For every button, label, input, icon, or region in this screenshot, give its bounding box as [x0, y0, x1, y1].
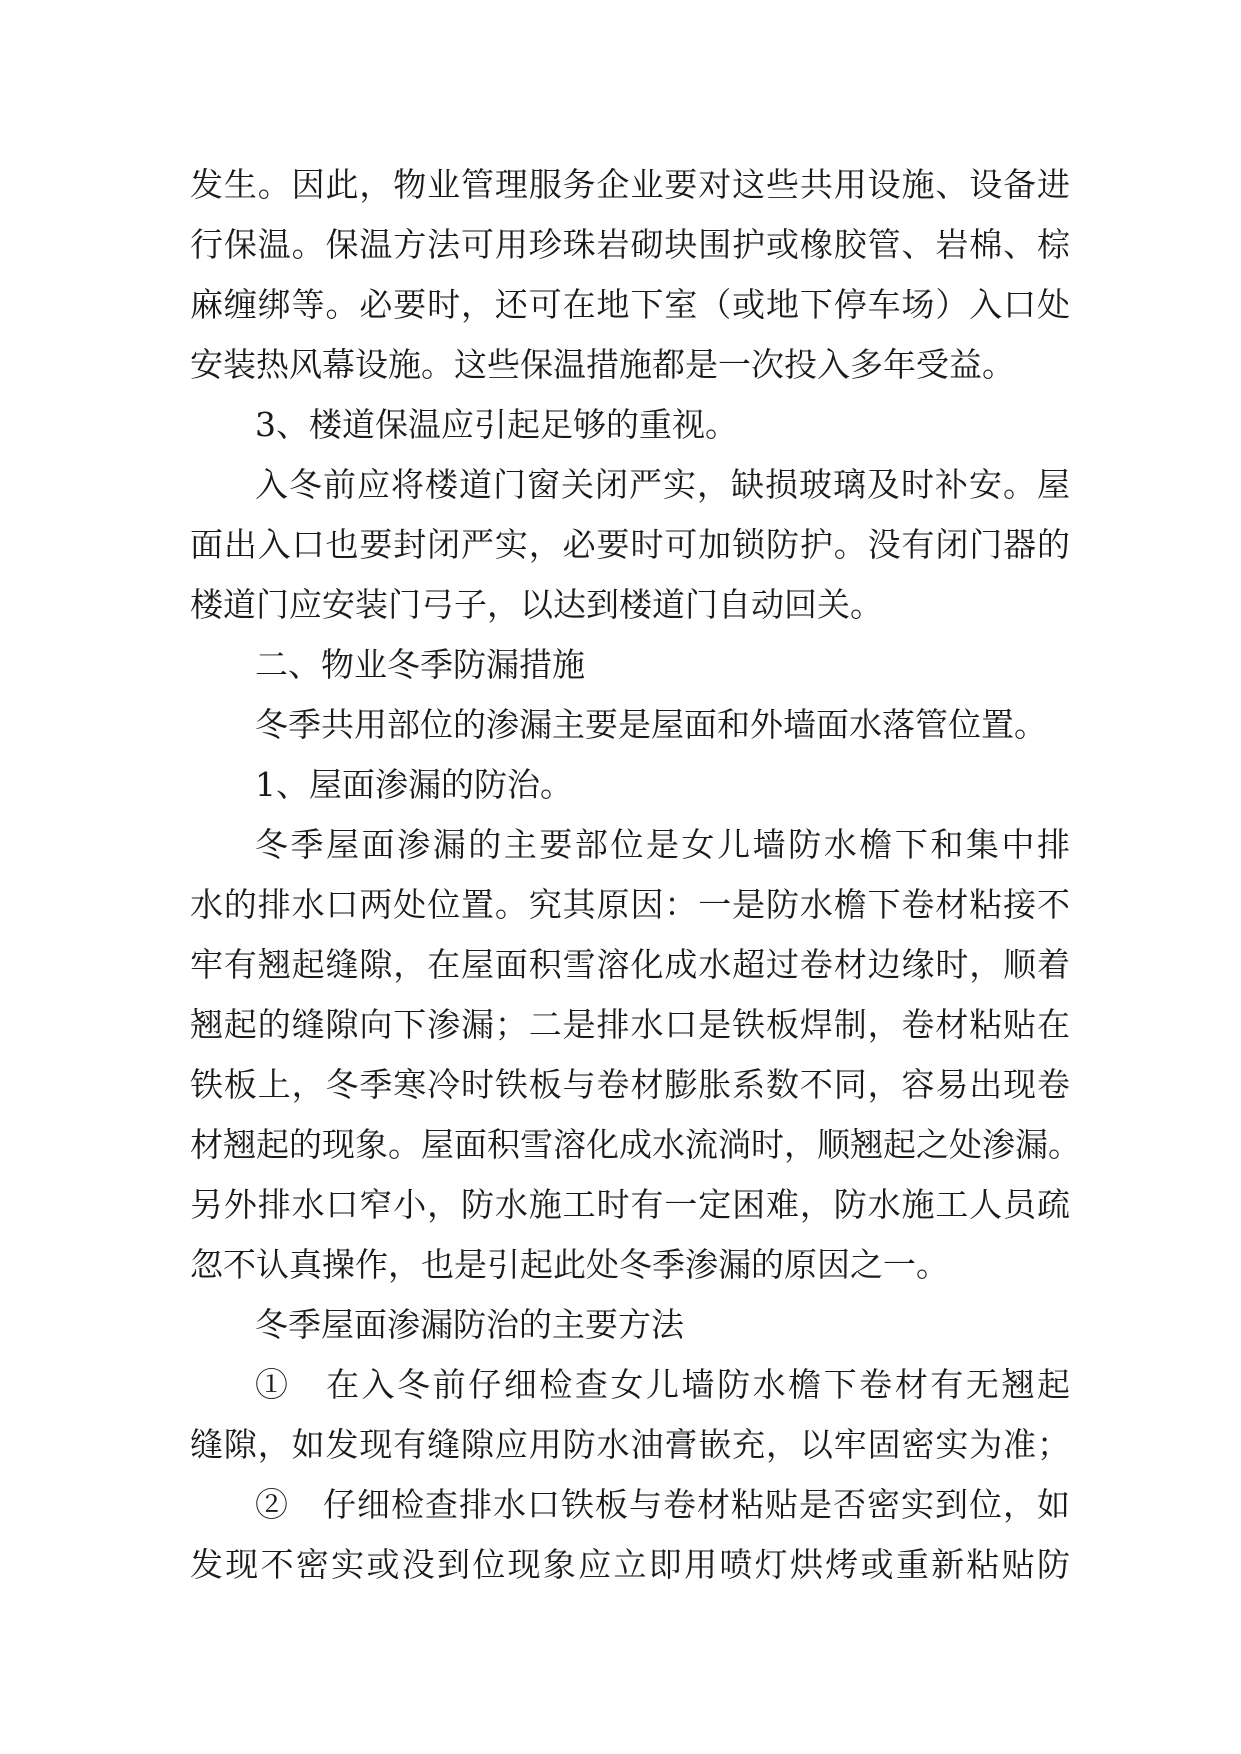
list-item-line: 发现不密实或没到位现象应立即用喷灯烘烤或重新粘贴防 — [190, 1545, 1070, 1584]
section-heading: 1、屋面渗漏的防治。 — [255, 765, 573, 804]
paragraph-line: 面出入口也要封闭严实，必要时可加锁防护。没有闭门器的 — [190, 525, 1070, 564]
paragraph-line: 发生。因此，物业管理服务企业要对这些共用设施、设备进 — [190, 165, 1070, 204]
paragraph-line: 冬季共用部位的渗漏主要是屋面和外墙面水落管位置。 — [255, 705, 1047, 744]
list-item-line: ① 在入冬前仔细检查女儿墙防水檐下卷材有无翘起 — [255, 1365, 1070, 1404]
paragraph-line: 忽不认真操作，也是引起此处冬季渗漏的原因之一。 — [190, 1245, 949, 1284]
section-heading: 二、物业冬季防漏措施 — [255, 645, 585, 684]
paragraph-line: 材翘起的现象。屋面积雪溶化成水流淌时，顺翘起之处渗漏。 — [190, 1125, 1081, 1164]
section-heading: 冬季屋面渗漏防治的主要方法 — [255, 1305, 684, 1344]
paragraph-line: 安装热风幕设施。这些保温措施都是一次投入多年受益。 — [190, 345, 1015, 384]
paragraph-line: 入冬前应将楼道门窗关闭严实，缺损玻璃及时补安。屋 — [255, 465, 1070, 504]
paragraph-line: 冬季屋面渗漏的主要部位是女儿墙防水檐下和集中排 — [255, 825, 1070, 864]
paragraph-line: 行保温。保温方法可用珍珠岩砌块围护或橡胶管、岩棉、棕 — [190, 225, 1070, 264]
paragraph-line: 铁板上，冬季寒冷时铁板与卷材膨胀系数不同，容易出现卷 — [190, 1065, 1070, 1104]
paragraph-line: 另外排水口窄小，防水施工时有一定困难，防水施工人员疏 — [190, 1185, 1070, 1224]
paragraph-line: 楼道门应安装门弓子，以达到楼道门自动回关。 — [190, 585, 883, 624]
paragraph-line: 麻缠绑等。必要时，还可在地下室（或地下停车场）入口处 — [190, 285, 1070, 324]
paragraph-line: 牢有翘起缝隙，在屋面积雪溶化成水超过卷材边缘时，顺着 — [190, 945, 1070, 984]
paragraph-line: 水的排水口两处位置。究其原因：一是防水檐下卷材粘接不 — [190, 885, 1070, 924]
section-heading: 3、楼道保温应引起足够的重视。 — [255, 405, 738, 444]
paragraph-line: 翘起的缝隙向下渗漏；二是排水口是铁板焊制，卷材粘贴在 — [190, 1005, 1070, 1044]
list-item-line: ② 仔细检查排水口铁板与卷材粘贴是否密实到位，如 — [255, 1485, 1070, 1524]
list-item-line: 缝隙，如发现有缝隙应用防水油膏嵌充，以牢固密实为准； — [190, 1425, 1070, 1464]
